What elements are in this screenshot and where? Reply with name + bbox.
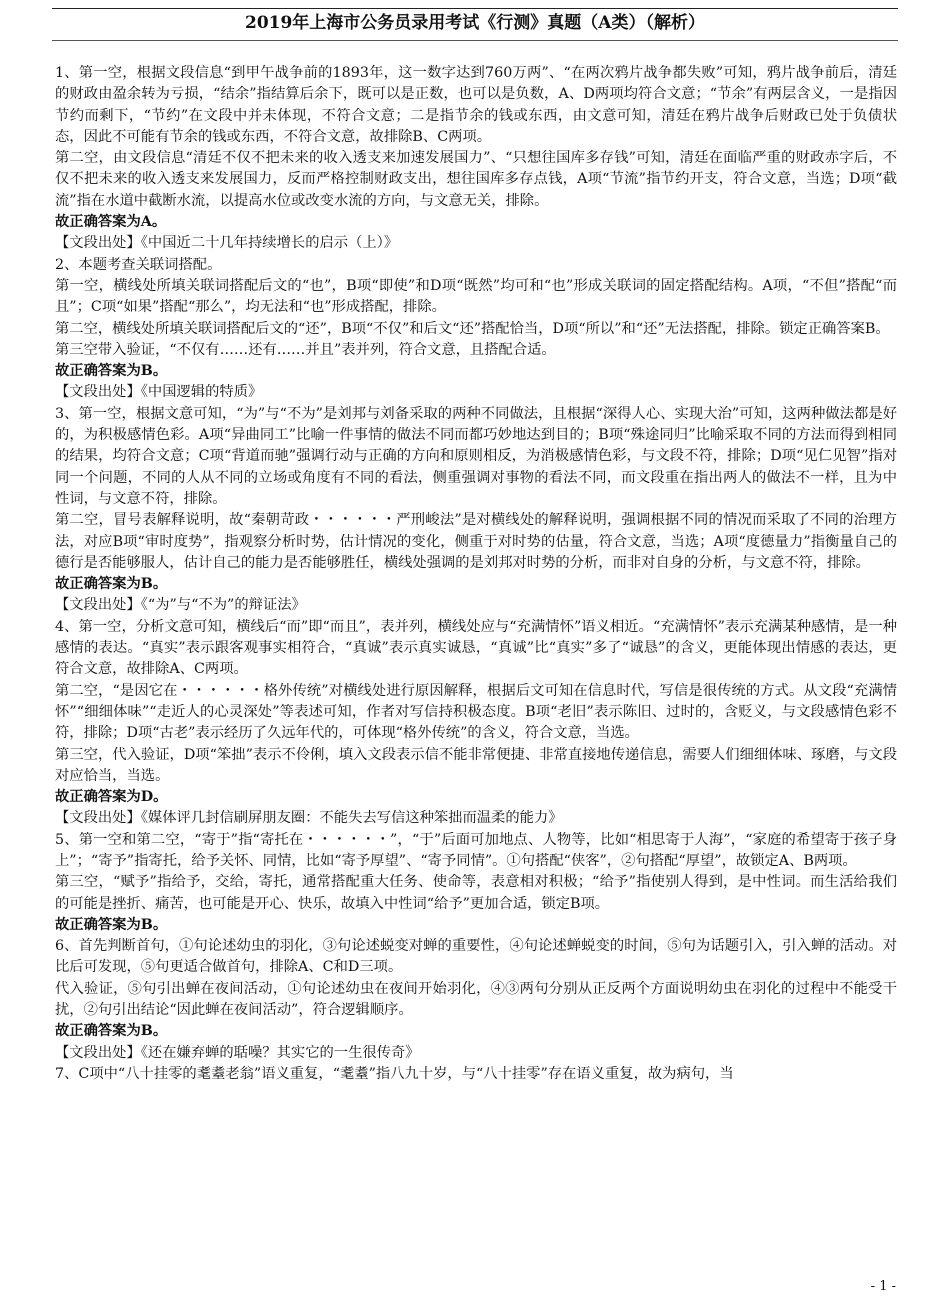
answer-line: 故正确答案为B。 — [55, 576, 168, 593]
paragraph: 3、第一空，根据文意可知，“为”与“不为”是刘邦与刘备采取的两种不同做法，且根据“深得人心、实现大治”可知，这两种做法都是好的，为积极感情色彩。A项“异曲同工”比喻一件事情的做法不同而都巧妙地达到目的；B项“殊途同归”比喻采取不同的方法而得到相同的结果，均符合文意；C项“背道而驰”强调行动与正确的方向和原则相反，为消极感情色彩，与文段不符，排除；D项“见仁见智”指对同一个问题，不同的人从不同的立场或角度有不同的看法，侧重强调对事物的看法不同，而文段重在指出两人的做法不一样，且为中性词，与文意不符，排除。 — [55, 405, 897, 507]
paragraph: 4、第一空，分析文意可知，横线后“而”即“而且”，表并列，横线处应与“充满情怀”语义相近。“充满情怀”表示充满某种感情，是一种感情的表达。“真实”表示跟客观事实相符合，“真诚”表示真实诚恳，“真诚”比“真实”多了“诚恳”的含义，更能体现出情感的表达，更符合文意，故排除A、C两项。 — [55, 618, 897, 678]
paragraph: 1、第一空，根据文段信息“到甲午战争前的1893年，这一数字达到760万两”、“在两次鸦片战争都失败”可知，鸦片战争前后，清廷的财政由盈余转为亏损，“结余”指结算后余下，既可以是正数，也可以是负数，A、D两项均符合文意；“节余”有两层含义，一是指因节约而剩下，“节约”在文段中并未体现，不符合文意；二是指节余的钱或东西，由文意可知，清廷在鸦片战争后财政已处于负债状态，因此不可能有节余的钱或东西，不符合文意，故排除B、C两项。 — [55, 65, 897, 145]
paragraph: 6、首先判断首句，①句论述幼虫的羽化，③句论述蜕变对蝉的重要性，④句论述蝉蜕变的时间，⑤句为话题引入，引入蝉的活动。对比后可发现，⑤句更适合做首句，排除A、C和D三项。 — [55, 938, 897, 976]
source-line: 【文段出处】《媒体评几封信刷屏朋友圈：不能失去写信这种笨拙而温柔的能力》 — [55, 810, 563, 827]
header-bottom-rule — [52, 40, 898, 41]
source-line: 【文段出处】《“为”与“不为”的辩证法》 — [55, 597, 306, 614]
page-number: - 1 - — [870, 1279, 896, 1294]
paragraph: 第三空，“赋予”指给予，交给，寄托，通常搭配重大任务、使命等，表意相对积极；“给予”指使别人得到，是中性词。而生活给我们的可能是挫折、痛苦，也可能是开心、快乐，故填入中性词“给予”更加合适，锁定B项。 — [55, 874, 897, 912]
paragraph: 第三空，代入验证，D项“笨拙”表示不伶俐，填入文段表示信不能非常便捷、非常直接地传递信息，需要人们细细体味、琢磨，与文段对应恰当，当选。 — [55, 746, 897, 784]
header-top-rule — [52, 8, 898, 9]
paragraph: 7、C项中“八十挂零的耄耋老翁”语义重复，“耄耋”指八九十岁，与“八十挂零”存在语义重复，故为病句，当 — [55, 1065, 734, 1082]
paragraph: 第三空带入验证，“不仅有……还有……并且”表并列，符合文意，且搭配合适。 — [55, 341, 556, 358]
paragraph: 第二空，冒号表解释说明，故“秦朝苛政・・・・・・严刑峻法”是对横线处的解释说明，强调根据不同的情况而采取了不同的治理方法，对应B项“审时度势”，指观察分析时势，估计情况的变化，侧重于对时势的估量，符合文意，当选；A项“度德量力”指衡量自己的德行是否能够服人，估计自己的能力是否能够胜任，横线处强调的是刘邦对时势的分析，而非对自身的分析，与文意不符，排除。 — [55, 512, 897, 571]
answer-line: 故正确答案为B。 — [55, 916, 168, 933]
document-body — [55, 63, 897, 1085]
answer-line: 故正确答案为B。 — [55, 1023, 168, 1040]
paragraph: 5、第一空和第二空，“寄于”指“寄托在・・・・・・”，“于”后面可加地点、人物等，比如“相思寄于人海”，“家庭的希望寄于孩子身上”；“寄予”指寄托，给予关怀、同情，比如“寄予厚望”、“寄予同情”。①句搭配“侠客”，②句搭配“厚望”，故锁定A、B两项。 — [55, 831, 897, 869]
source-line: 【文段出处】《中国近二十几年持续增长的启示（上）》 — [55, 235, 399, 252]
answer-line: 故正确答案为A。 — [55, 214, 167, 231]
answer-line: 故正确答案为D。 — [55, 789, 168, 806]
answer-line: 故正确答案为B。 — [55, 363, 168, 380]
source-line: 【文段出处】《还在嫌弃蝉的聒噪？其实它的一生很传奇》 — [55, 1044, 420, 1061]
document-title: 2019年上海市公务员录用考试《行测》真题（A类）（解析） — [244, 13, 705, 33]
paragraph: 代入验证，⑤句引出蝉在夜间活动，①句论述幼虫在夜间开始羽化，④③两句分别从正反两个方面说明幼虫在羽化的过程中不能受干扰，②句引出结论“因此蝉在夜间活动”，符合逻辑顺序。 — [55, 980, 897, 1019]
paragraph: 第二空，横线处所填关联词搭配后文的“还”，B项“不仅”和后文“还”搭配恰当，D项“所以”和“还”无法搭配，排除。锁定正确答案B。 — [55, 320, 890, 337]
source-line: 【文段出处】《中国逻辑的特质》 — [55, 384, 263, 401]
paragraph: 第一空，横线处所填关联词搭配后文的“也”，B项“即使”和D项“既然”均可和“也”形成关联词的固定搭配结构。A项，“不但”搭配“而且”；C项“如果”搭配“那么”，均无法和“也”形成搭配，排除。 — [55, 277, 898, 316]
paragraph: 第二空，由文段信息“清廷不仅不把未来的收入透支来加速发展国力”、“只想往国库多存钱”可知，清廷在面临严重的财政赤字后，不仅不把未来的收入透支来发展国力，反而严格控制财政支出，想往国库多存点钱，A项“节流”指节约开支，符合文意，当选；D项“截流”指在水道中截断水流，以提高水位或改变水流的方向，与文意无关，排除。 — [55, 150, 897, 209]
paragraph: 2、本题考查关联词搭配。 — [55, 256, 222, 273]
paragraph: 第二空，“是因它在・・・・・・格外传统”对横线处进行原因解释，根据后文可知在信息时代，写信是很传统的方式。从文段“充满情怀”“细细体味”“走近人的心灵深处”等表述可知，作者对写信持积极态度。B项“老旧”表示陈旧、过时的，含贬义，与文段感情色彩不符，排除；D项“古老”表示经历了久远年代的，可体现“格外传统”的含义，符合文意，当选。 — [55, 682, 897, 742]
